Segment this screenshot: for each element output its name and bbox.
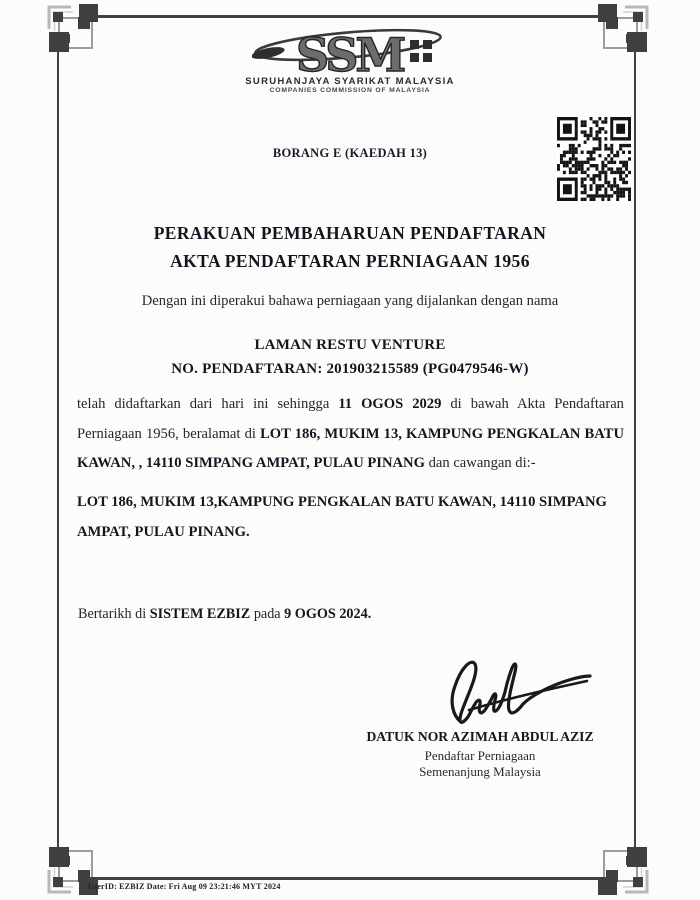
main-address: LOT 186, MUKIM 13, KAMPUNG PENGKALAN BATU KAWAN, , 14110 SIMPANG AMPAT, PULAU PINANG: [77, 425, 625, 471]
body-seg1: telah didaftarkan dari hari ini sehingga: [77, 396, 339, 412]
branch-address: LOT 186, MUKIM 13,KAMPUNG PENGKALAN BATU KAWAN, 14110 SIMPANG AMPAT, PULAU PINANG.: [77, 494, 607, 540]
signature-icon: [433, 652, 603, 737]
border-line-bottom: [98, 877, 600, 880]
issuing-system: SISTEM EZBIZ: [149, 606, 251, 622]
logo-org-name-english: COMPANIES COMMISSION OF MALAYSIA: [269, 87, 431, 94]
corner-mark-icon: [596, 842, 651, 897]
signatory-region: Semenanjung Malaysia: [419, 764, 541, 779]
expiry-date: 11 OGOS 2029: [338, 396, 442, 412]
body-seg2: di bawah Akta Pendaftaran Perniagaan 1956, beralamat di: [77, 396, 624, 442]
issue-date: 9 OGOS 2024.: [284, 606, 372, 622]
logo-org-name-malay: SURUHANJAYA SYARIKAT MALAYSIA: [245, 76, 455, 87]
signatory-name: DATUK NOR AZIMAH ABDUL AZIZ: [366, 729, 594, 744]
form-label: BORANG E (KAEDAH 13): [272, 146, 428, 160]
border-line-left: [57, 52, 60, 847]
dated-seg2: pada: [250, 606, 285, 622]
body-seg3: dan cawangan di:-: [424, 455, 536, 471]
dated-seg1: Bertarikh di: [78, 606, 150, 622]
registration-number: NO. PENDAFTARAN: 201903215589 (PG0479546-W): [171, 361, 529, 377]
registration-paragraph: [77, 390, 624, 479]
border-line-right: [634, 52, 637, 847]
signatory-title: Pendaftar Perniagaan: [424, 748, 536, 763]
certificate-title: [0, 219, 700, 275]
footer-userid-timestamp: UserID: EZBIZ Date: Fri Aug 09 23:21:46 MYT 2024: [88, 882, 281, 891]
dated-line: [78, 606, 638, 623]
certificate-title-line2: AKTA PENDAFTARAN PERNIAGAAN 1956: [170, 251, 530, 271]
business-name: LAMAN RESTU VENTURE: [254, 337, 446, 353]
corner-mark-icon: [45, 2, 100, 57]
border-line-top: [98, 15, 600, 18]
intro-statement: Dengan ini diperakui bahawa perniagaan yang dijalankan dengan nama: [141, 293, 559, 309]
certificate-title-line1: PERAKUAN PEMBAHARUAN PENDAFTARAN: [153, 223, 547, 243]
corner-mark-icon: [596, 2, 651, 57]
ssm-logo-text: SSM: [296, 28, 404, 78]
ssm-logo-icon: [252, 26, 448, 78]
